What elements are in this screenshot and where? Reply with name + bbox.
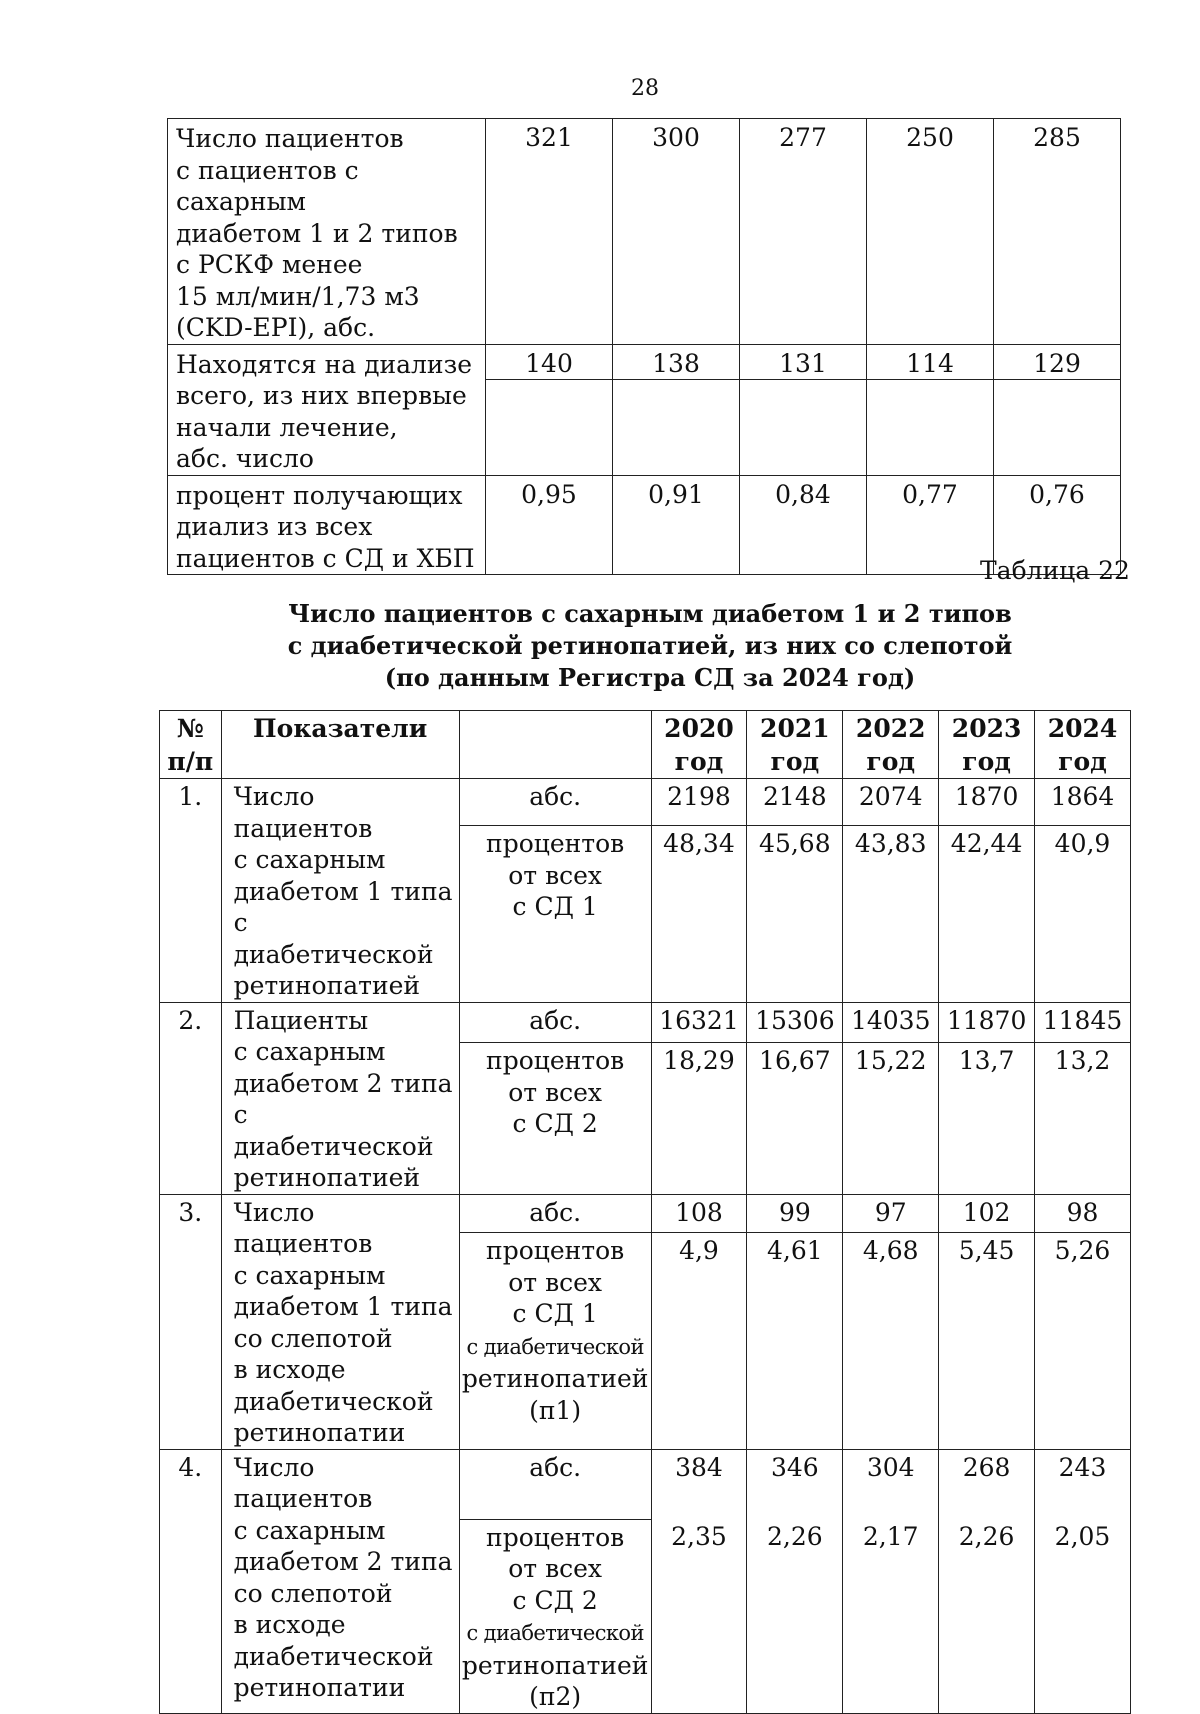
value-cell: 0,76 <box>994 475 1121 575</box>
page-number: 28 <box>631 76 659 101</box>
unit-percent: процентов от всех с СД 2 <box>459 1043 651 1194</box>
header-year: 2023 год <box>939 711 1035 779</box>
empty-cell <box>740 380 867 475</box>
row-number: 1. <box>160 779 222 1003</box>
value-cell: 16321 <box>651 1002 747 1043</box>
value-cell: 5,26 <box>1035 1233 1131 1450</box>
table-row <box>160 1002 1131 1043</box>
value-cell: 99 <box>747 1194 843 1233</box>
value-cell: 97 <box>843 1194 939 1233</box>
value-cell: 0,91 <box>613 475 740 575</box>
value-cell: 129 <box>994 344 1121 380</box>
value-cell: 300 <box>613 119 740 345</box>
table-22 <box>159 710 1131 1714</box>
value-cell: 277 <box>740 119 867 345</box>
unit-abs: абс. <box>459 779 651 826</box>
value-cell: 40,9 <box>1035 826 1131 1002</box>
value-cell: 384 2,35 <box>651 1449 747 1713</box>
value-cell: 0,77 <box>867 475 994 575</box>
value-cell: 0,95 <box>486 475 613 575</box>
unit-percent: процентов от всех с СД 2 с диабетической ретинопатией (п2) <box>459 1519 651 1713</box>
value-cell: 102 <box>939 1194 1035 1233</box>
row-number: 2. <box>160 1002 222 1194</box>
value-cell: 4,9 <box>651 1233 747 1450</box>
table-header-row <box>160 711 1131 779</box>
row-label: Находятся на диализе всего, из них впервые начали лечение, абс. число <box>168 344 486 475</box>
title-line: с диабетической ретинопатией, из них со слепотой <box>287 631 1013 660</box>
value-cell: 0,84 <box>740 475 867 575</box>
indicator-name: Пациенты с сахарным диабетом 2 типа с диабетической ретинопатией <box>221 1002 459 1194</box>
value-cell: 42,44 <box>939 826 1035 1002</box>
value-cell: 15306 <box>747 1002 843 1043</box>
header-empty <box>459 711 651 779</box>
value-cell: 268 2,26 <box>939 1449 1035 1713</box>
unit-percent: процентов от всех с СД 1 с диабетической ретинопатией (п1) <box>459 1233 651 1450</box>
unit-abs: абс. <box>459 1002 651 1043</box>
value-cell: 131 <box>740 344 867 380</box>
title-line: (по данным Регистра СД за 2024 год) <box>384 663 916 692</box>
header-year: 2021 год <box>747 711 843 779</box>
value-cell: 1864 <box>1035 779 1131 826</box>
value-cell: 48,34 <box>651 826 747 1002</box>
row-label: Число пациентов с пациентов с сахарным диабетом 1 и 2 типов с РСКФ менее 15 мл/мин/1,73 м3 (CKD-EPI), абс. <box>168 119 486 345</box>
value-cell: 5,45 <box>939 1233 1035 1450</box>
value-cell: 108 <box>651 1194 747 1233</box>
value-cell: 18,29 <box>651 1043 747 1194</box>
header-year: 2020 год <box>651 711 747 779</box>
table-caption: Таблица 22 <box>980 556 1130 585</box>
empty-cell <box>994 380 1121 475</box>
table-row <box>168 344 1121 380</box>
empty-cell <box>486 380 613 475</box>
value-cell: 98 <box>1035 1194 1131 1233</box>
row-number: 3. <box>160 1194 222 1449</box>
table-row <box>160 1194 1131 1233</box>
header-indicator: Показатели <box>221 711 459 779</box>
header-number: № п/п <box>160 711 222 779</box>
value-cell: 2198 <box>651 779 747 826</box>
value-cell: 11870 <box>939 1002 1035 1043</box>
value-cell: 13,2 <box>1035 1043 1131 1194</box>
unit-abs: абс. <box>459 1194 651 1233</box>
value-cell: 14035 <box>843 1002 939 1043</box>
continued-table <box>167 118 1121 575</box>
indicator-name: Число пациентов с сахарным диабетом 1 типа с диабетической ретинопатией <box>221 779 459 1003</box>
value-cell: 2148 <box>747 779 843 826</box>
value-cell: 11845 <box>1035 1002 1131 1043</box>
value-cell: 138 <box>613 344 740 380</box>
value-cell: 4,68 <box>843 1233 939 1450</box>
value-cell: 15,22 <box>843 1043 939 1194</box>
empty-cell <box>613 380 740 475</box>
indicator-name: Число пациентов с сахарным диабетом 1 типа со слепотой в исходе диабетической ретинопатии <box>221 1194 459 1449</box>
row-label: процент получающих диализ из всех пациентов с СД и ХБП <box>168 475 486 575</box>
value-cell: 114 <box>867 344 994 380</box>
table-row <box>160 779 1131 826</box>
value-cell: 304 2,17 <box>843 1449 939 1713</box>
row-number: 4. <box>160 1449 222 1713</box>
table-row <box>160 1449 1131 1519</box>
table-title <box>270 598 1030 694</box>
value-cell: 16,67 <box>747 1043 843 1194</box>
title-line: Число пациентов с сахарным диабетом 1 и 2 типов <box>288 599 1012 628</box>
value-cell: 43,83 <box>843 826 939 1002</box>
table-row <box>168 119 1121 345</box>
value-cell: 285 <box>994 119 1121 345</box>
header-year: 2022 год <box>843 711 939 779</box>
value-cell: 2074 <box>843 779 939 826</box>
value-cell: 346 2,26 <box>747 1449 843 1713</box>
value-cell: 243 2,05 <box>1035 1449 1131 1713</box>
value-cell: 13,7 <box>939 1043 1035 1194</box>
table-row <box>168 475 1121 575</box>
value-cell: 250 <box>867 119 994 345</box>
value-cell: 45,68 <box>747 826 843 1002</box>
value-cell: 4,61 <box>747 1233 843 1450</box>
unit-abs: абс. <box>459 1449 651 1519</box>
value-cell: 1870 <box>939 779 1035 826</box>
indicator-name: Число пациентов с сахарным диабетом 2 типа со слепотой в исходе диабетической ретинопатии <box>221 1449 459 1713</box>
header-year: 2024 год <box>1035 711 1131 779</box>
value-cell: 321 <box>486 119 613 345</box>
value-cell: 140 <box>486 344 613 380</box>
unit-percent: процентов от всех с СД 1 <box>459 826 651 1002</box>
empty-cell <box>867 380 994 475</box>
